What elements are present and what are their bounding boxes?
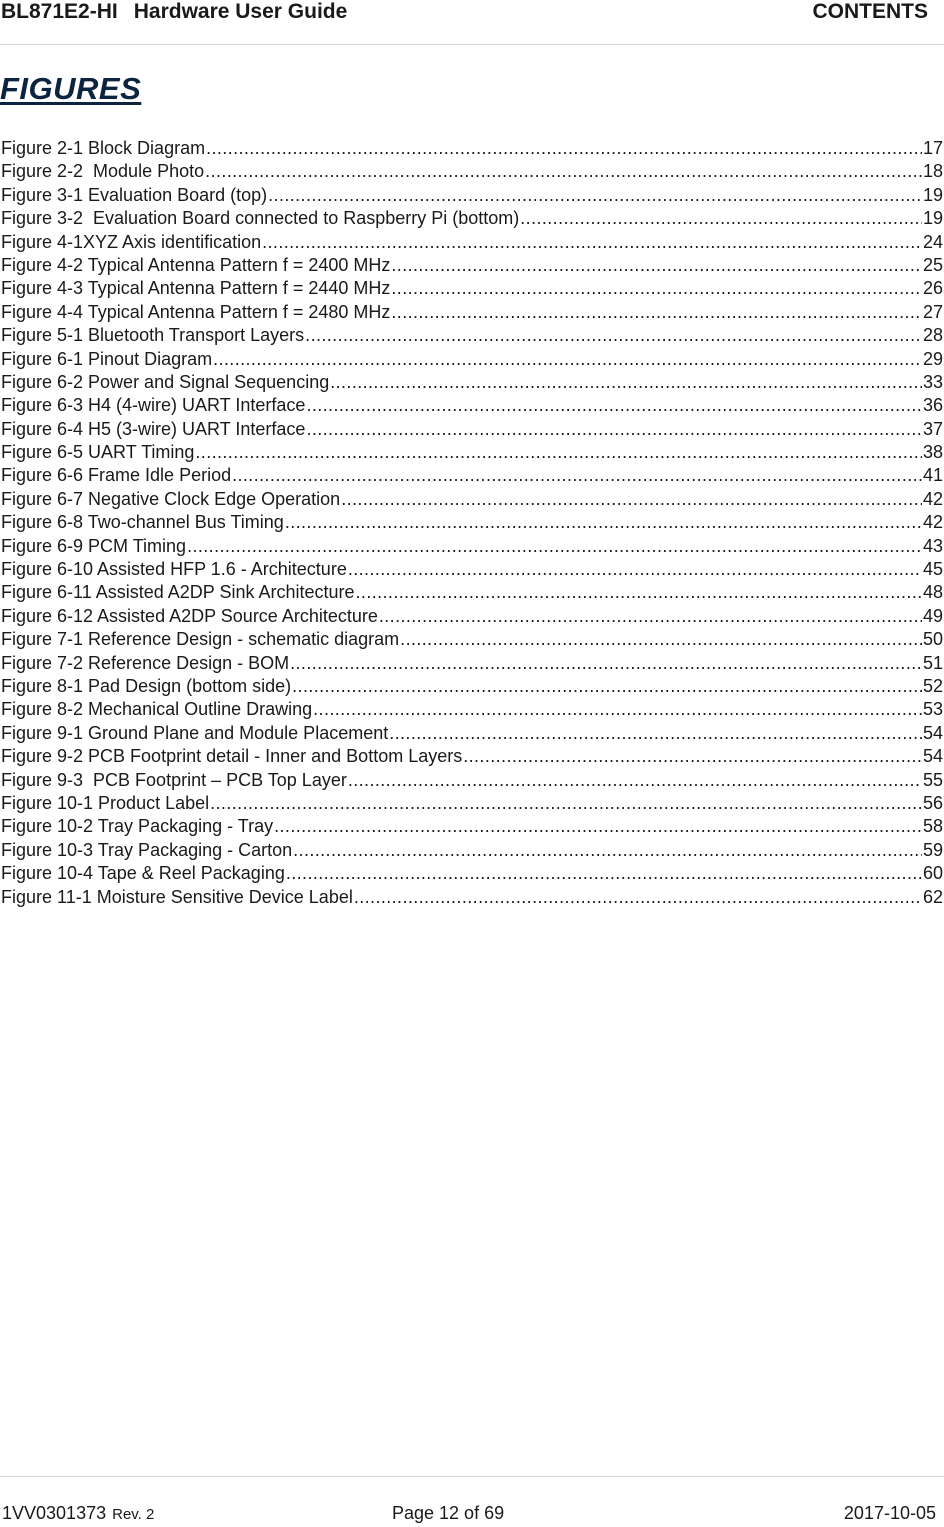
toc-entry-page: 55 bbox=[922, 769, 943, 790]
footer-revision: Rev. 2 bbox=[112, 1506, 155, 1523]
toc-dot-leader bbox=[330, 371, 922, 394]
toc-entry[interactable] bbox=[1, 605, 943, 628]
toc-entry-label: Figure 6-12 Assisted A2DP Source Architecture bbox=[1, 605, 378, 626]
toc-entry[interactable] bbox=[1, 839, 943, 862]
page-header bbox=[0, 0, 944, 45]
toc-dot-leader bbox=[293, 839, 922, 862]
toc-entry[interactable] bbox=[1, 511, 943, 534]
toc-entry-label: Figure 6-9 PCM Timing bbox=[1, 535, 187, 556]
toc-entry-page: 37 bbox=[922, 418, 943, 439]
toc-entry[interactable] bbox=[1, 745, 943, 768]
toc-dot-leader bbox=[195, 441, 922, 464]
toc-dot-leader bbox=[205, 160, 922, 183]
toc-dot-leader bbox=[274, 815, 922, 838]
toc-dot-leader bbox=[389, 722, 922, 745]
toc-entry-label: Figure 10-3 Tray Packaging - Carton bbox=[1, 839, 293, 860]
toc-entry-page: 45 bbox=[922, 559, 943, 580]
toc-dot-leader bbox=[391, 277, 922, 300]
toc-entry[interactable] bbox=[1, 815, 943, 838]
toc-entry-label: Figure 6-3 H4 (4-wire) UART Interface bbox=[1, 395, 306, 416]
toc-entry[interactable] bbox=[1, 862, 943, 885]
toc-dot-leader bbox=[290, 652, 922, 675]
toc-entry-page: 49 bbox=[922, 605, 943, 626]
toc-entry-page: 26 bbox=[922, 278, 943, 299]
toc-entry[interactable] bbox=[1, 301, 943, 324]
header-document-title bbox=[1, 0, 347, 24]
toc-dot-leader bbox=[292, 675, 922, 698]
toc-dot-leader bbox=[391, 301, 922, 324]
toc-entry-page: 60 bbox=[922, 863, 943, 884]
toc-entry-label: Figure 6-1 Pinout Diagram bbox=[1, 348, 213, 369]
toc-dot-leader bbox=[400, 628, 922, 651]
toc-entry[interactable] bbox=[1, 652, 943, 675]
toc-entry-label: Figure 10-1 Product Label bbox=[1, 792, 210, 813]
toc-entry[interactable] bbox=[1, 441, 943, 464]
toc-dot-leader bbox=[286, 862, 922, 885]
header-section-label: CONTENTS bbox=[812, 0, 928, 23]
toc-dot-leader bbox=[356, 581, 922, 604]
toc-entry[interactable] bbox=[1, 769, 943, 792]
toc-entry-page: 52 bbox=[922, 675, 943, 696]
toc-entry[interactable] bbox=[1, 488, 943, 511]
toc-entry-label: Figure 4-4 Typical Antenna Pattern f = 2480 MHz bbox=[1, 301, 391, 322]
toc-entry[interactable] bbox=[1, 675, 943, 698]
toc-entry[interactable] bbox=[1, 324, 943, 347]
toc-entry-label: Figure 7-1 Reference Design - schematic diagram bbox=[1, 629, 400, 650]
toc-dot-leader bbox=[520, 207, 922, 230]
toc-entry-label: Figure 4-2 Typical Antenna Pattern f = 2400 MHz bbox=[1, 254, 391, 275]
toc-entry[interactable] bbox=[1, 160, 943, 183]
toc-entry-label: Figure 2-2 Module Photo bbox=[1, 161, 205, 182]
toc-entry-label: Figure 9-3 PCB Footprint – PCB Top Layer bbox=[1, 769, 347, 790]
toc-entry-page: 38 bbox=[922, 442, 943, 463]
toc-dot-leader bbox=[305, 324, 922, 347]
toc-dot-leader bbox=[285, 511, 922, 534]
toc-entry-label: Figure 4-1XYZ Axis identification bbox=[1, 231, 262, 252]
toc-entry-page: 54 bbox=[922, 746, 943, 767]
toc-dot-leader bbox=[187, 535, 922, 558]
toc-entry[interactable] bbox=[1, 231, 943, 254]
toc-entry-label: Figure 6-2 Power and Signal Sequencing bbox=[1, 371, 330, 392]
toc-entry[interactable] bbox=[1, 628, 943, 651]
toc-entry[interactable] bbox=[1, 137, 943, 160]
toc-entry-page: 59 bbox=[922, 839, 943, 860]
toc-entry-page: 19 bbox=[922, 184, 943, 205]
footer-date: 2017-10-05 bbox=[843, 1503, 936, 1523]
toc-dot-leader bbox=[213, 348, 922, 371]
toc-entry-page: 43 bbox=[922, 535, 943, 556]
toc-entry-page: 27 bbox=[922, 301, 943, 322]
toc-entry-label: Figure 2-1 Block Diagram bbox=[1, 138, 206, 158]
toc-entry-page: 33 bbox=[922, 371, 943, 392]
toc-dot-leader bbox=[210, 792, 922, 815]
toc-entry[interactable] bbox=[1, 558, 943, 581]
toc-entry-page: 42 bbox=[922, 512, 943, 533]
footer-document-number bbox=[2, 1502, 154, 1526]
toc-entry-label: Figure 3-1 Evaluation Board (top) bbox=[1, 184, 268, 205]
toc-entry[interactable] bbox=[1, 184, 943, 207]
figures-list bbox=[1, 137, 943, 909]
toc-entry[interactable] bbox=[1, 348, 943, 371]
toc-entry-page: 62 bbox=[922, 886, 943, 907]
toc-dot-leader bbox=[354, 886, 922, 909]
toc-entry[interactable] bbox=[1, 394, 943, 417]
toc-entry-label: Figure 8-2 Mechanical Outline Drawing bbox=[1, 699, 313, 720]
toc-entry[interactable] bbox=[1, 371, 943, 394]
toc-dot-leader bbox=[306, 394, 922, 417]
toc-dot-leader bbox=[348, 558, 922, 581]
toc-dot-leader bbox=[348, 769, 922, 792]
toc-entry[interactable] bbox=[1, 535, 943, 558]
toc-entry[interactable] bbox=[1, 277, 943, 300]
header-doc-title: Hardware User Guide bbox=[133, 0, 348, 23]
toc-entry-page: 54 bbox=[922, 722, 943, 743]
toc-entry-page: 58 bbox=[922, 816, 943, 837]
section-title: FIGURES bbox=[0, 71, 142, 106]
toc-entry-label: Figure 6-11 Assisted A2DP Sink Architecture bbox=[1, 582, 355, 603]
toc-dot-leader bbox=[391, 254, 922, 277]
toc-entry[interactable] bbox=[1, 698, 943, 721]
toc-entry-page: 17 bbox=[922, 138, 943, 158]
toc-entry[interactable] bbox=[1, 886, 943, 909]
toc-entry-label: Figure 6-8 Two-channel Bus Timing bbox=[1, 512, 284, 533]
header-doc-id: BL871E2-HI bbox=[1, 0, 118, 23]
toc-entry-label: Figure 8-1 Pad Design (bottom side) bbox=[1, 675, 292, 696]
toc-entry[interactable] bbox=[1, 254, 943, 277]
toc-entry-page: 19 bbox=[922, 208, 943, 229]
toc-entry-label: Figure 9-1 Ground Plane and Module Placement bbox=[1, 722, 389, 743]
page-footer bbox=[0, 1476, 944, 1527]
toc-entry-page: 41 bbox=[922, 465, 943, 486]
toc-entry-label: Figure 5-1 Bluetooth Transport Layers bbox=[1, 325, 305, 346]
toc-entry-label: Figure 11-1 Moisture Sensitive Device Label bbox=[1, 886, 353, 907]
toc-entry-page: 53 bbox=[922, 699, 943, 720]
toc-entry-label: Figure 9-2 PCB Footprint detail - Inner and Bottom Layers bbox=[1, 746, 463, 767]
toc-entry-page: 24 bbox=[922, 231, 943, 252]
toc-entry[interactable] bbox=[1, 207, 943, 230]
toc-entry-label: Figure 6-5 UART Timing bbox=[1, 442, 195, 463]
toc-entry-label: Figure 6-10 Assisted HFP 1.6 - Architecture bbox=[1, 559, 347, 580]
toc-dot-leader bbox=[379, 605, 922, 628]
toc-dot-leader bbox=[306, 418, 922, 441]
toc-entry-label: Figure 6-4 H5 (3-wire) UART Interface bbox=[1, 418, 306, 439]
toc-entry[interactable] bbox=[1, 418, 943, 441]
toc-dot-leader bbox=[206, 137, 922, 160]
toc-entry-label: Figure 6-7 Negative Clock Edge Operation bbox=[1, 488, 341, 509]
toc-entry[interactable] bbox=[1, 722, 943, 745]
toc-entry-page: 29 bbox=[922, 348, 943, 369]
toc-entry-label: Figure 7-2 Reference Design - BOM bbox=[1, 652, 290, 673]
toc-dot-leader bbox=[268, 184, 922, 207]
toc-entry-label: Figure 10-4 Tape & Reel Packaging bbox=[1, 863, 285, 884]
footer-page-number: Page 12 of 69 bbox=[392, 1503, 505, 1523]
toc-entry-page: 51 bbox=[922, 652, 943, 673]
toc-entry[interactable] bbox=[1, 581, 943, 604]
toc-entry-page: 50 bbox=[922, 629, 943, 650]
toc-entry-label: Figure 3-2 Evaluation Board connected to Raspberry Pi (bottom) bbox=[1, 208, 520, 229]
toc-dot-leader bbox=[463, 745, 922, 768]
toc-entry-page: 56 bbox=[922, 792, 943, 813]
toc-entry-page: 25 bbox=[922, 254, 943, 275]
toc-entry-page: 18 bbox=[922, 161, 943, 182]
footer-doc-number: 1VV0301373 bbox=[2, 1503, 107, 1523]
toc-entry-page: 48 bbox=[922, 582, 943, 603]
toc-entry-page: 42 bbox=[922, 488, 943, 509]
toc-entry-label: Figure 6-6 Frame Idle Period bbox=[1, 465, 232, 486]
toc-entry-label: Figure 4-3 Typical Antenna Pattern f = 2440 MHz bbox=[1, 278, 391, 299]
toc-entry-page: 28 bbox=[922, 325, 943, 346]
toc-dot-leader bbox=[232, 464, 922, 487]
toc-entry-page: 36 bbox=[922, 395, 943, 416]
toc-dot-leader bbox=[262, 231, 922, 254]
toc-entry-label: Figure 10-2 Tray Packaging - Tray bbox=[1, 816, 274, 837]
toc-dot-leader bbox=[341, 488, 922, 511]
toc-entry[interactable] bbox=[1, 464, 943, 487]
toc-entry[interactable] bbox=[1, 792, 943, 815]
toc-dot-leader bbox=[313, 698, 922, 721]
